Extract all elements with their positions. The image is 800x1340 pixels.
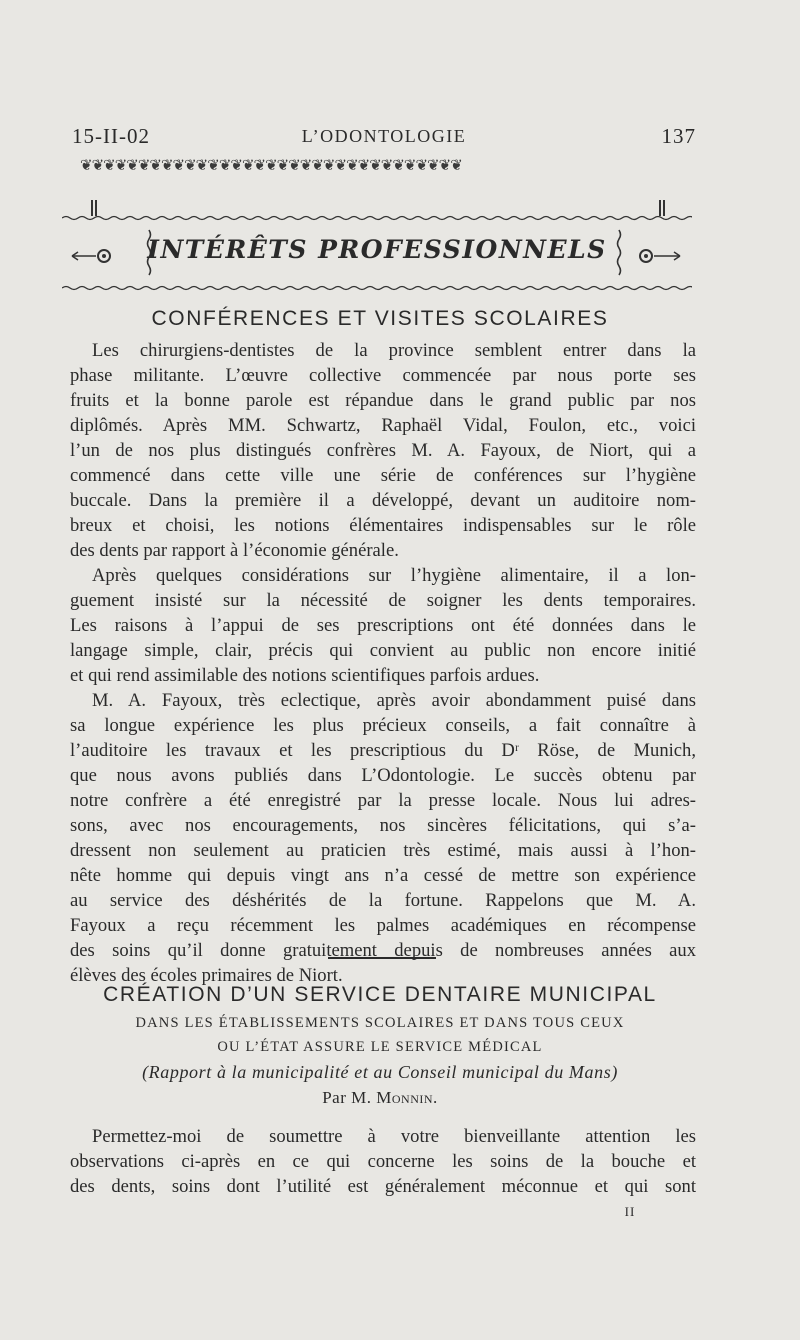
- section-banner: [62, 196, 692, 292]
- text-line: élèves des écoles primaires de Niort.: [70, 965, 343, 986]
- banner-title: INTÉRÊTS PROFESSIONNELS: [147, 235, 607, 264]
- text-line: nête homme qui depuis vingt ans n’a cessé de mettre son expérience: [70, 865, 696, 886]
- text-line: breux et choisi, les notions élémentaires indispensables sur le rôle: [70, 515, 696, 536]
- text-line: des soins qu’il donne gratuitement depuis de nombreuses années aux: [70, 940, 696, 961]
- author-name: Monnin.: [376, 1088, 438, 1107]
- text-line: Fayoux a reçu récemment les palmes académiques en récompense: [70, 915, 696, 936]
- text-line: que nous avons publiés dans L’Odontologie. Le succès obtenu par: [70, 765, 696, 786]
- paragraph: [70, 563, 696, 688]
- text-line: Les raisons à l’appui de ses prescriptions ont été données dans le: [70, 615, 696, 636]
- article2-subtitle: (Rapport à la municipalité et au Conseil municipal du Mans): [142, 1062, 618, 1082]
- text-line: observations ci-après en ce qui concerne les soins de la bouche et: [70, 1151, 696, 1172]
- article2-body: [70, 1124, 696, 1199]
- signature-mark: II: [624, 1204, 636, 1219]
- text-line: au service des déshérités de la fortune. Rappelons que M. A.: [70, 890, 696, 911]
- text-line: l’un de nos plus distingués confrères M. A. Fayoux, de Niort, qui a: [70, 440, 696, 461]
- text-line: Permettez-moi de soumettre à votre bienveillante attention les: [92, 1126, 696, 1147]
- article2-heading: CRÉATION D’UN SERVICE DENTAIRE MUNICIPAL: [103, 983, 657, 1006]
- byline-prefix: Par M.: [322, 1088, 372, 1107]
- article1-body: [70, 338, 696, 988]
- page-number: 137: [661, 124, 696, 148]
- article2-byline: [60, 1088, 700, 1108]
- section-divider: [328, 957, 436, 959]
- text-line: des dents par rapport à l’économie générale.: [70, 540, 399, 561]
- text-line: Après quelques considérations sur l’hygiène alimentaire, il a lon-: [92, 565, 696, 586]
- text-line: langage simple, clair, précis qui convient au public non encore initié: [70, 640, 696, 661]
- article2-subheading-1: DANS LES ÉTABLISSEMENTS SCOLAIRES ET DANS TOUS CEUX: [135, 1015, 625, 1031]
- text-line: sa longue expérience les plus précieux conseils, a fait connaître à: [70, 715, 696, 736]
- text-line: M. A. Fayoux, très eclectique, après avoir abondamment puisé dans: [92, 690, 696, 711]
- journal-title: L’ODONTOLOGIE: [301, 126, 467, 146]
- text-line: sons, avec nos encouragements, nos sincères félicitations, qui s’a-: [70, 815, 696, 836]
- running-head: [72, 124, 696, 154]
- text-line: fruits et la bonne parole est répandue dans le grand public par nos: [70, 390, 696, 411]
- text-line: Les chirurgiens-dentistes de la province semblent entrer dans la: [92, 340, 696, 361]
- ornament-row: ❦❦❦❦❦❦❦❦❦❦❦❦❦❦❦❦❦❦❦❦❦❦❦❦❦❦❦❦❦❦❦❦❦: [80, 158, 462, 174]
- text-line: commencé dans cette ville une série de conférences sur l’hygiène: [70, 465, 696, 486]
- paragraph: [70, 1124, 696, 1199]
- paragraph: [70, 688, 696, 988]
- text-line: diplômés. Après MM. Schwartz, Raphaël Vidal, Foulon, etc., voici: [70, 415, 696, 436]
- text-line: notre confrère a été enregistré par la presse locale. Nous lui adres-: [70, 790, 696, 811]
- text-line: guement insisté sur la nécessité de soigner les dents temporaires.: [70, 590, 696, 611]
- paragraph: [70, 338, 696, 563]
- text-line: l’auditoire les travaux et les prescriptious du Dʳ Röse, de Munich,: [70, 740, 696, 761]
- article1-heading: CONFÉRENCES ET VISITES SCOLAIRES: [151, 307, 609, 330]
- text-line: des dents, soins dont l’utilité est généralement méconnue et qui sont: [70, 1176, 696, 1197]
- text-line: et qui rend assimilable des notions scientifiques parfois ardues.: [70, 665, 540, 686]
- text-line: phase militante. L’œuvre collective commencée par nous porte ses: [70, 365, 696, 386]
- article2-subheading-2: OU L’ÉTAT ASSURE LE SERVICE MÉDICAL: [217, 1039, 543, 1055]
- issue-date: 15-II-02: [72, 124, 150, 148]
- text-line: dressent non seulement au praticien très estimé, mais aussi à l’hon-: [70, 840, 696, 861]
- text-line: buccale. Dans la première il a développé, devant un auditoire nom-: [70, 490, 696, 511]
